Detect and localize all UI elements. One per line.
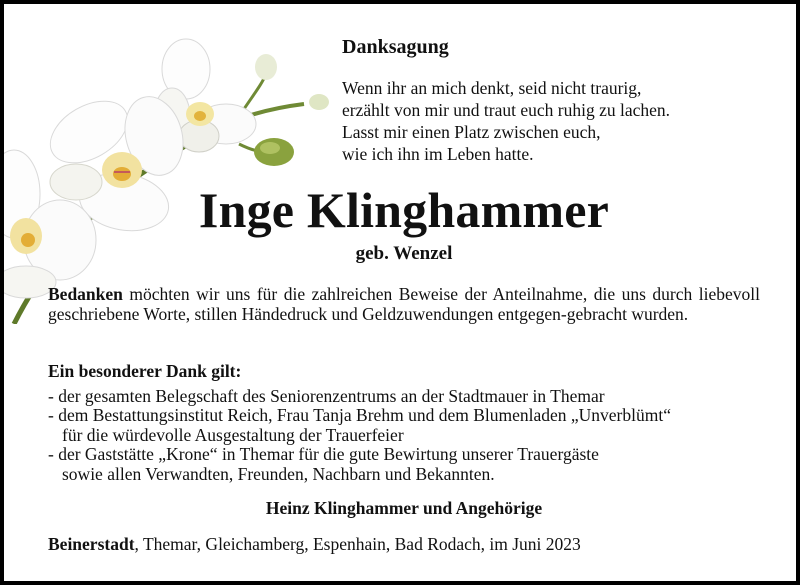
- poem-line: Wenn ihr an mich denkt, seid nicht traurig,: [342, 78, 642, 98]
- heading: Danksagung: [342, 36, 449, 58]
- special-thanks-title: Ein besonderer Dank gilt:: [48, 361, 242, 381]
- list-item: - dem Bestattungsinstitut Reich, Frau Tanja Brehm und dem Blumenladen „Unverblümt“: [48, 405, 671, 426]
- poem: [342, 77, 670, 165]
- poem-line: erzählt von mir und traut euch ruhig zu lachen.: [342, 100, 671, 120]
- birth-name: geb. Wenzel: [355, 243, 453, 264]
- deceased-name: Inge Klinghammer: [198, 182, 610, 238]
- poem-line: wie ich ihn im Leben hatte.: [342, 144, 534, 164]
- list-item: - der Gaststätte „Krone“ in Themar für die gute Bewirtung unserer Trauergäste: [48, 444, 599, 465]
- list-item-continuation: sowie allen Verwandten, Freunden, Nachbarn und Bekannten.: [62, 463, 495, 484]
- place-lead: Beinerstadt: [48, 534, 135, 554]
- thanks-text: möchten wir uns für die zahlreichen Beweise der Anteilnahme, die uns durch liebevoll geschriebene Worte, stillen Händedruck und Geldzuwendungen entgegen-gebracht wurden.: [48, 284, 760, 324]
- orchid-icon: [4, 24, 344, 324]
- signature: Heinz Klinghammer und Angehörige: [265, 498, 543, 518]
- list-item: - der gesamten Belegschaft des Seniorenzentrums an der Stadtmauer in Themar: [48, 386, 605, 406]
- place-date: [48, 534, 581, 555]
- poem-line: Lasst mir einen Platz zwischen euch,: [342, 122, 601, 142]
- list-item-continuation: für die würdevolle Ausgestaltung der Trauerfeier: [62, 424, 404, 445]
- special-thanks-list: [48, 387, 671, 484]
- thanks-paragraph: [48, 285, 760, 324]
- place-rest: , Themar, Gleichamberg, Espenhain, Bad Rodach, im Juni 2023: [134, 534, 581, 554]
- thanks-lead: Bedanken: [48, 284, 123, 304]
